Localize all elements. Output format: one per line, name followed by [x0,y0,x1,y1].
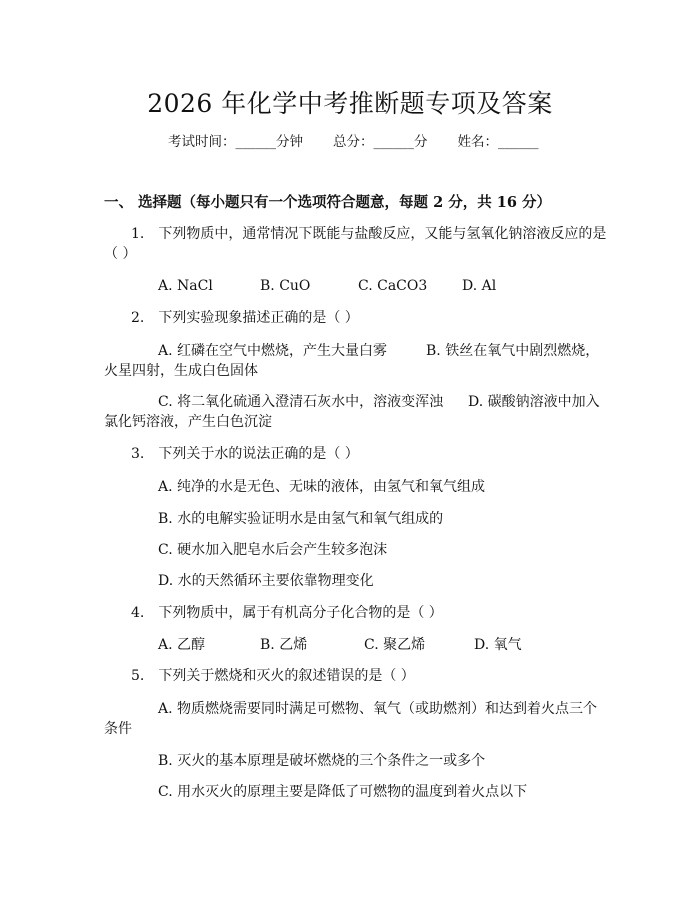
question-3 [131,445,359,463]
question-5-option-c: C. 用水灭火的原理主要是降低了可燃物的温度到着火点以下 [158,784,528,800]
question-5-option-b: B. 灭火的基本原理是破坏燃烧的三个条件之一或多个 [158,753,486,769]
question-5-option-a: A. 物质燃烧需要同时满足可燃物、氧气（或助燃剂）和达到着火点三个 [158,701,598,717]
question-number: 5. [131,668,145,684]
question-3-option-b: B. 水的电解实验证明水是由氢气和氧气组成的 [158,511,444,527]
question-1 [131,225,606,243]
question-1-stem-cont: （ ） [104,246,137,262]
question-stem: 下列物质中，通常情况下既能与盐酸反应，又能与氢氧化钠溶液反应的是 [158,226,607,242]
question-4 [131,604,443,622]
question-stem: 下列实验现象描述正确的是（ ） [158,310,359,326]
question-2-option-b-cont: 火星四射，生成白色固体 [104,363,258,379]
question-3-option-c: C. 硬水加入肥皂水后会产生较多泡沫 [158,542,388,558]
option-d: D. Al [462,278,497,294]
option-c: C. CaCO3 [358,278,428,294]
question-3-option-d: D. 水的天然循环主要依靠物理变化 [158,573,374,589]
question-1-options [158,277,496,295]
question-4-options [158,636,522,654]
question-2-option-b: B. 铁丝在氧气中剧烈燃烧， [426,343,600,359]
total-score-field: 总分：______分 [333,134,428,150]
question-5-option-a-cont: 条件 [104,721,132,737]
option-d: D. 氧气 [474,637,522,653]
exam-time-field: 考试时间：______分钟 [168,134,303,150]
option-b: B. 乙烯 [260,637,308,653]
page-title: 2026 年化学中考推断题专项及答案 [147,89,553,118]
question-stem: 下列关于燃烧和灭火的叙述错误的是（ ） [158,668,415,684]
question-number: 3. [131,446,145,462]
question-stem: 下列物质中，属于有机高分子化合物的是（ ） [158,605,443,621]
section-heading-choice: 一、 选择题（每小题只有一个选项符合题意，每题 2 分，共 16 分） [104,194,552,211]
option-a: A. 乙醇 [158,637,206,653]
question-2-option-d: D. 碳酸钠溶液中加入 [468,394,600,410]
name-field: 姓名：______ [457,134,539,150]
question-number: 4. [131,605,145,621]
exam-meta-row [168,130,539,150]
option-c: C. 聚乙烯 [364,637,426,653]
question-5 [131,667,415,685]
option-a: A. NaCl [158,278,213,294]
question-2-option-d-cont: 氯化钙溶液，产生白色沉淀 [104,414,272,430]
question-2-option-c: C. 将二氧化硫通入澄清石灰水中，溶液变浑浊 [158,394,444,410]
question-2-option-a: A. 红磷在空气中燃烧，产生大量白雾 [158,343,388,359]
option-b: B. CuO [260,278,311,294]
question-stem: 下列关于水的说法正确的是（ ） [158,446,359,462]
question-number: 2. [131,310,145,326]
question-number: 1. [131,226,145,242]
question-2 [131,309,359,327]
question-3-option-a: A. 纯净的水是无色、无味的液体，由氢气和氧气组成 [158,479,486,495]
